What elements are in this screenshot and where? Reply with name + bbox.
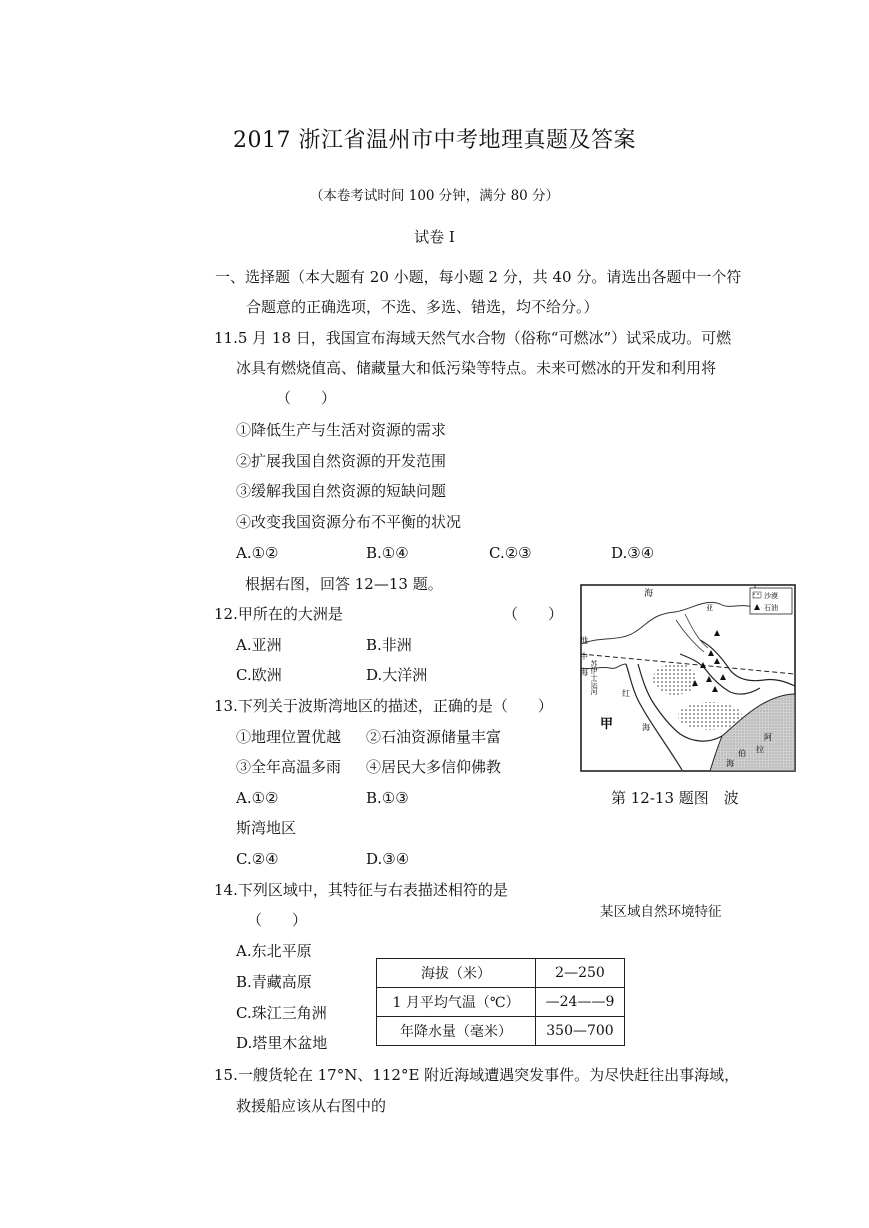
label-sea-top: 海 [644,589,654,599]
q11-item-3: ③缓解我国自然资源的短缺问题 [236,482,447,500]
q14-option-c: C.珠江三角洲 [236,1004,327,1022]
exam-info: （本卷考试时间 100 分钟，满分 80 分） [309,188,560,204]
table-cell-value: 2—250 [536,959,625,988]
map-caption-line-1: 第 12-13 题图 波 [611,789,739,807]
q14-stem: 14.下列区域中，其特征与右表描述相符的是 [214,881,508,899]
table-title: 某区域自然环境特征 [600,904,722,920]
label-arab-2: 拉 [756,745,764,754]
q12-answer-bracket: （ ） [503,605,564,623]
desert-area-south [678,702,742,730]
instruction-line-1: 一、选择题（本大题有 20 小题，每小题 2 分，共 40 分。请选出各题中一个符 [215,268,742,286]
table-row [377,988,625,1017]
q11-item-4: ④改变我国资源分布不平衡的状况 [236,513,462,531]
legend-oil-label: 石油 [764,604,778,612]
label-arab-1: 阿 [764,733,772,742]
label-red-sea-2: 海 [642,723,650,732]
legend-desert-label: 沙漠 [764,592,778,600]
q13-stem: 13.下列关于波斯湾地区的描述，正确的是（ ） [214,697,553,715]
label-mediterranean: 地 中 海 [580,636,589,676]
q13-option-a: A.①② [236,789,279,807]
table-row [377,959,625,988]
map-caption-line-2: 斯湾地区 [236,819,297,837]
environment-features-table [376,958,625,1046]
q11-answer-bracket: （ ） [276,389,337,407]
q14-answer-bracket: （ ） [247,911,308,929]
q11-stem-line-1: 11.5 月 18 日，我国宣布海域天然气水合物（俗称“可燃冰”）试采成功。可燃 [214,329,732,347]
table-cell-value: 350—700 [536,1017,625,1046]
q13-option-b: B.①③ [366,789,409,807]
q13-option-c: C.②④ [236,850,279,868]
q11-option-a: A.①② [236,544,279,562]
section-heading: 试卷 I [414,228,455,246]
desert-area-north [653,663,697,695]
table-cell-value: —24——9 [536,988,625,1017]
q12-option-c: C.欧洲 [236,666,282,684]
q12-option-a: A.亚洲 [236,636,282,654]
q14-option-d: D.塔里木盆地 [236,1034,328,1052]
instruction-line-2: 合题意的正确选项，不选、多选、错选，均不给分。） [246,298,599,316]
q13-option-d: D.③④ [366,850,410,868]
q14-option-b: B.青藏高原 [236,973,312,991]
persian-gulf-map [580,584,796,772]
q11-item-1: ①降低生产与生活对资源的需求 [236,421,447,439]
table-cell-label: 年降水量（毫米） [377,1017,536,1046]
q12-stem: 12.甲所在的大洲是 [214,605,343,623]
label-jia: 甲 [600,717,614,732]
q15-stem-line-2: 救援船应该从右图中的 [236,1097,387,1115]
q12-option-d: D.大洋洲 [366,666,428,684]
intro-12-13: 根据右图，回答 12—13 题。 [245,575,443,593]
q13-item-4: ④居民大多信仰佛教 [366,758,502,776]
q14-option-a: A.东北平原 [236,942,312,960]
q15-stem-line-1: 15.一艘货轮在 17°N、112°E 附近海域遭遇突发事件。为尽快赶往出事海域， [214,1066,740,1084]
table-cell-label: 海拔（米） [377,959,536,988]
table-row [377,1017,625,1046]
table-cell-label: 1 月平均气温（℃） [377,988,536,1017]
label-red-sea-1: 红 [622,689,630,698]
q13-item-1: ①地理位置优越 [236,728,342,746]
q11-option-c: C.②③ [489,544,532,562]
q13-item-2: ②石油资源储量丰富 [366,728,502,746]
q11-option-d: D.③④ [611,544,655,562]
page-title: 2017 浙江省温州市中考地理真题及答案 [233,128,636,153]
legend-desert-swatch [753,592,761,598]
q12-option-b: B.非洲 [366,636,412,654]
label-arab-4: 海 [726,759,734,768]
label-suez: 苏伊士运河 [590,660,598,695]
label-arab-3: 伯 [738,749,746,758]
q13-item-3: ③全年高温多雨 [236,758,342,776]
q11-item-2: ②扩展我国自然资源的开发范围 [236,452,447,470]
label-river: 亚 [706,604,713,612]
q11-stem-line-2: 冰具有燃烧值高、储藏量大和低污染等特点。未来可燃冰的开发和利用将 [236,359,717,377]
q11-option-b: B.①④ [366,544,409,562]
